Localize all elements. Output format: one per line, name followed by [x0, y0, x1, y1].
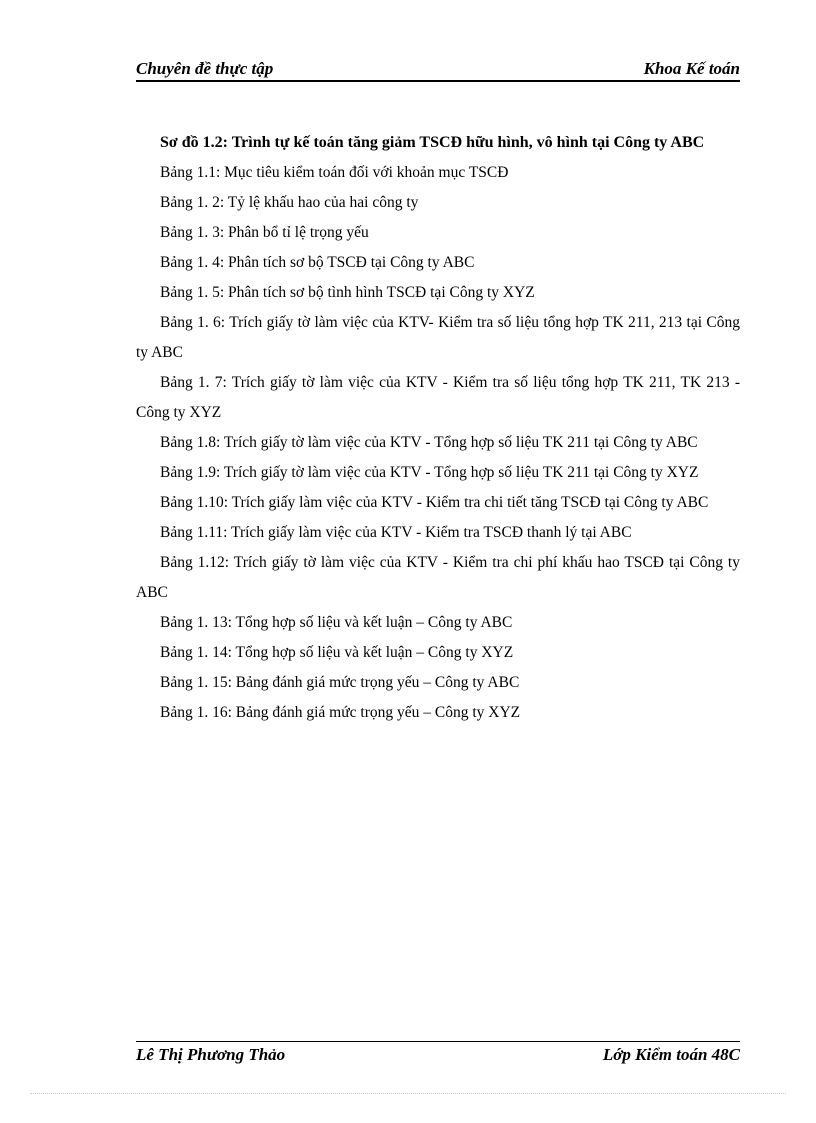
list-item: Bảng 1.8: Trích giấy tờ làm việc của KTV - Tổng hợp số liệu TK 211 tại Công ty ABC: [160, 434, 698, 451]
page-edge-divider: [30, 1093, 786, 1094]
list-item: Bảng 1.10: Trích giấy làm việc của KTV - Kiểm tra chi tiết tăng TSCĐ tại Công ty ABC: [160, 494, 709, 511]
footer-author: Lê Thị Phương Thảo: [136, 1045, 286, 1064]
page-header: [136, 58, 740, 82]
list-item: Bảng 1. 6: Trích giấy tờ làm việc của KTV- Kiểm tra số liệu tổng hợp TK 211, 213 tại Công ty ABC: [136, 314, 740, 361]
list-item: Bảng 1. 14: Tổng hợp số liệu và kết luận – Công ty XYZ: [160, 644, 514, 661]
page-footer: [136, 1041, 740, 1066]
footer-class: Lớp Kiểm toán 48C: [602, 1045, 740, 1064]
list-item: Bảng 1. 15: Bảng đánh giá mức trọng yếu – Công ty ABC: [160, 674, 520, 691]
list-item: Bảng 1.11: Trích giấy làm việc của KTV - Kiểm tra TSCĐ thanh lý tại ABC: [160, 524, 632, 541]
list-item: Bảng 1.1: Mục tiêu kiểm toán đối với khoản mục TSCĐ: [160, 164, 509, 181]
header-title-left: Chuyên đề thực tập: [136, 59, 274, 78]
list-item: Bảng 1. 16: Bảng đánh giá mức trọng yếu – Công ty XYZ: [160, 704, 521, 721]
list-of-tables: [136, 128, 740, 728]
list-item: Bảng 1.9: Trích giấy tờ làm việc của KTV - Tổng hợp số liệu TK 211 tại Công ty XYZ: [160, 464, 699, 481]
list-item: Bảng 1. 13: Tổng hợp số liệu và kết luận – Công ty ABC: [160, 614, 513, 631]
list-item: Bảng 1. 4: Phân tích sơ bộ TSCĐ tại Công ty ABC: [160, 254, 475, 271]
list-item: Bảng 1.12: Trích giấy tờ làm việc của KTV - Kiểm tra chi phí khấu hao TSCĐ tại Công ty ABC: [136, 554, 740, 601]
list-item: Bảng 1. 5: Phân tích sơ bộ tình hình TSCĐ tại Công ty XYZ: [160, 284, 535, 301]
list-item: Bảng 1. 7: Trích giấy tờ làm việc của KTV - Kiểm tra số liệu tổng hợp TK 211, TK 213 - Công ty XYZ: [136, 374, 740, 421]
diagram-heading: Sơ đồ 1.2: Trình tự kế toán tăng giảm TSCĐ hữu hình, vô hình tại Công ty ABC: [160, 134, 705, 151]
list-item: Bảng 1. 3: Phân bổ tỉ lệ trọng yếu: [160, 224, 369, 241]
list-item: Bảng 1. 2: Tỷ lệ khấu hao của hai công ty: [160, 194, 419, 211]
header-title-right: Khoa Kế toán: [643, 59, 740, 78]
